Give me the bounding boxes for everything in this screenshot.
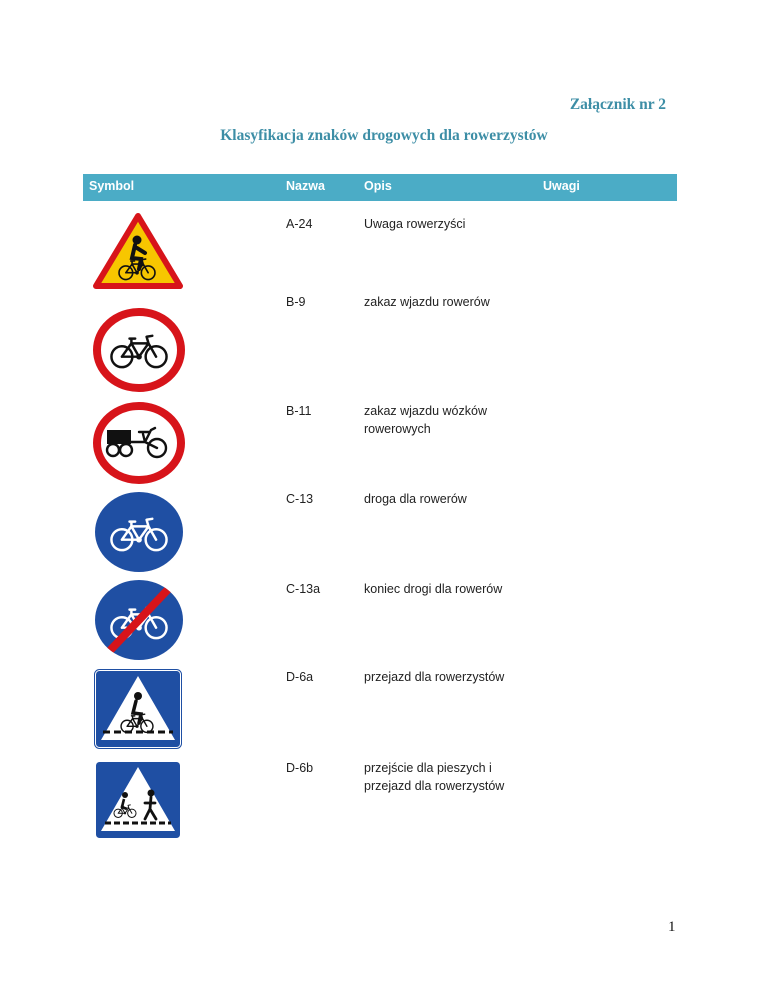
row-name: D-6a <box>286 670 314 684</box>
row-name: D-6b <box>286 761 314 775</box>
document-title: Klasyfikacja znaków drogowych dla rowerzystów <box>220 127 548 144</box>
row-name: C-13 <box>286 492 314 506</box>
end-bicycle-path-sign-icon <box>93 578 185 662</box>
warning-cyclists-sign-icon <box>93 213 183 289</box>
header-notes: Uwagi <box>543 179 580 193</box>
no-bicycles-sign-icon <box>93 308 185 392</box>
row-description: przejście dla pieszych i przejazd dla rowerzystów <box>364 761 505 793</box>
bicycle-path-sign-icon <box>93 490 185 574</box>
row-description: zakaz wjazdu wózków rowerowych <box>364 404 487 436</box>
row-description: koniec drogi dla rowerów <box>364 582 503 596</box>
row-description: przejazd dla rowerzystów <box>364 670 505 684</box>
annex-label: Załącznik nr 2 <box>569 96 666 113</box>
row-description: droga dla rowerów <box>364 492 467 506</box>
row-name: B-9 <box>286 295 306 309</box>
header-name: Nazwa <box>286 179 325 193</box>
row-name: C-13a <box>286 582 321 596</box>
row-name: A-24 <box>286 217 313 231</box>
row-description: zakaz wjazdu rowerów <box>364 295 490 309</box>
row-description: Uwaga rowerzyści <box>364 217 466 231</box>
cyclist-crossing-sign-icon <box>93 668 183 750</box>
header-description: Opis <box>364 179 392 193</box>
no-cargo-bicycles-sign-icon <box>93 402 185 484</box>
page-number: 1 <box>668 919 676 935</box>
row-name: B-11 <box>286 404 312 418</box>
table-header <box>83 174 677 201</box>
pedestrian-cyclist-crossing-sign-icon <box>93 759 183 841</box>
header-symbol: Symbol <box>89 179 135 193</box>
